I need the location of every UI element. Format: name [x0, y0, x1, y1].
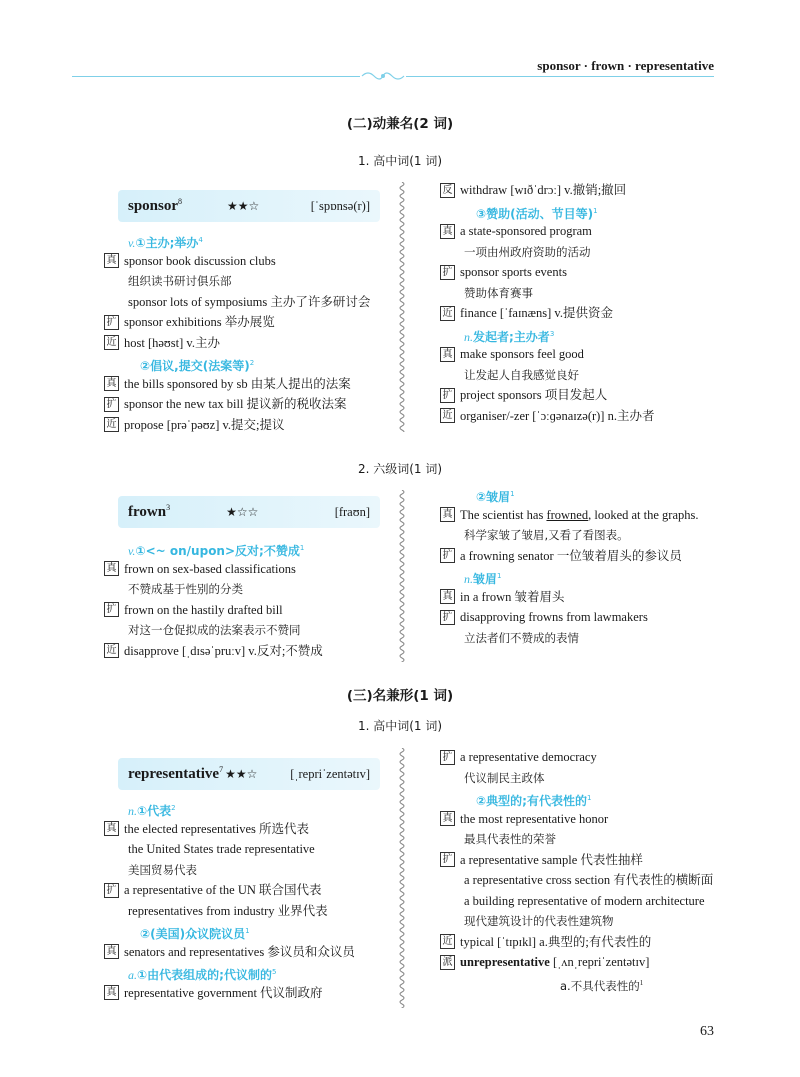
- translation-line: 赞助体育赛事: [464, 285, 533, 300]
- label-tag: 近: [104, 335, 119, 350]
- frequency-sup: 1: [299, 544, 305, 552]
- translation-line: 组织读书研讨俱乐部: [128, 274, 232, 288]
- label-tag: 近: [440, 306, 455, 321]
- frequency-sup: 5: [271, 968, 277, 976]
- example-text: the elected representatives 所选代表: [124, 821, 309, 836]
- frequency-sup: 4: [198, 236, 203, 244]
- label-tag: 扩: [440, 265, 455, 280]
- column-divider: [397, 490, 407, 662]
- sense-text: ②皱眉: [476, 490, 511, 504]
- label-tag: 真: [440, 224, 455, 239]
- label-tag: 扩: [440, 388, 455, 403]
- translation-line: 一项由州政府资助的活动: [464, 244, 591, 259]
- example-line: representatives from industry 业界代表: [128, 903, 328, 918]
- sense-heading: [440, 324, 730, 345]
- example-line: [104, 251, 394, 272]
- section-title: (三)名兼形(1 词): [346, 688, 454, 704]
- example-text: the most representative honor: [460, 811, 609, 826]
- entry-column-left: [104, 230, 394, 435]
- translation-line: 对这一仓促拟成的法案表示不赞同: [128, 623, 301, 637]
- example-text: typical [ˈtɪpɪkl] a.典型的;有代表性的: [460, 934, 652, 949]
- example-text: host [həʊst] v.主办: [124, 335, 220, 350]
- example-line: [440, 221, 730, 242]
- frequency-stars: ★★☆: [227, 199, 260, 213]
- label-tag: 扩: [104, 883, 119, 898]
- pronunciation: [ˈspɒnsə(r)]: [310, 198, 370, 213]
- sense-heading: [104, 962, 394, 983]
- section-subtitle: 2. 六级词(1 词): [357, 462, 443, 476]
- word-header-sponsor: [118, 190, 380, 222]
- label-tag: 扩: [104, 397, 119, 412]
- example-line: [440, 262, 730, 283]
- translation-line: 最具代表性的荣誉: [464, 832, 556, 846]
- example-line: [104, 415, 394, 436]
- example-text: a frowning senator 一位皱着眉头的参议员: [460, 548, 682, 563]
- label-tag: 真: [440, 811, 455, 826]
- example-line: [440, 952, 740, 973]
- translation-line: 代议制民主政体: [464, 770, 545, 785]
- example-line: [440, 587, 740, 608]
- frequency-sup: 2: [249, 359, 255, 367]
- label-tag: 反: [440, 183, 455, 198]
- translation-line: 现代建筑设计的代表性建筑物: [464, 914, 614, 928]
- example-text: make sponsors feel good: [460, 347, 584, 361]
- frequency-stars: ★★☆: [225, 767, 258, 781]
- sense-text: ②倡议,提交(法案等): [140, 359, 250, 373]
- example-line: [104, 559, 394, 580]
- example-line: [440, 546, 740, 567]
- derivative-text: a.不具代表性的: [560, 978, 640, 993]
- frequency-stars: ★☆☆: [226, 505, 259, 519]
- word-header-frown: [118, 496, 380, 528]
- frequency-sup: 2: [171, 804, 176, 812]
- sense-heading: [104, 230, 394, 251]
- example-text: propose [prəˈpəʊz] v.提交;提议: [124, 417, 285, 432]
- column-divider: [397, 748, 407, 1008]
- label-tag: 真: [104, 821, 119, 836]
- entry-column-left: [104, 538, 394, 661]
- example-line: a building representative of modern architecture: [464, 893, 705, 908]
- running-header: sponsor · frown · representative: [537, 58, 714, 73]
- sense-text: n.发起者;主办者: [464, 329, 550, 344]
- label-tag: 扩: [104, 315, 119, 330]
- example-text: a state-sponsored program: [460, 224, 592, 238]
- example-text: the bills sponsored by sb 由某人提出的法案: [124, 376, 351, 391]
- frequency-sup: 1: [245, 927, 250, 935]
- example-line: [104, 312, 394, 333]
- label-tag: 真: [104, 376, 119, 391]
- sense-text: n.①代表: [128, 804, 172, 818]
- example-line: the United States trade representative: [128, 842, 315, 856]
- sense-heading: [440, 566, 740, 587]
- label-tag: 扩: [104, 602, 119, 617]
- frequency-sup: 3: [549, 329, 555, 338]
- label-tag: 真: [104, 561, 119, 576]
- example-line: [440, 385, 730, 406]
- example-line: [440, 809, 740, 830]
- word-header-representative: [118, 758, 380, 790]
- section-subtitle: 1. 高中词(1 词): [357, 719, 443, 733]
- sense-text: a.①由代表组成的;代议制的: [128, 968, 272, 982]
- label-tag: 真: [104, 985, 119, 1000]
- frequency-sup: 1: [639, 978, 644, 987]
- label-tag: 真: [440, 347, 455, 362]
- sense-heading: [104, 538, 394, 559]
- label-tag: 扩: [440, 548, 455, 563]
- translation-line: 美国贸易代表: [128, 862, 197, 877]
- label-tag: 扩: [440, 750, 455, 765]
- translation-line: 科学家皱了皱眉,又看了看图表。: [464, 528, 629, 542]
- frequency-sup: 1: [593, 206, 598, 215]
- sense-heading: [440, 484, 740, 505]
- page-number: 63: [700, 1024, 714, 1039]
- example-line: [104, 983, 394, 1004]
- example-text: sponsor book discussion clubs: [124, 253, 276, 268]
- translation-line: 让发起人自我感觉良好: [464, 367, 579, 382]
- frequency-sup: 1: [510, 490, 515, 498]
- sense-text: v.①主办;举办: [128, 236, 199, 250]
- label-tag: 真: [440, 589, 455, 604]
- translation-line: 不赞成基于性别的分类: [128, 582, 243, 596]
- column-divider: [397, 182, 407, 432]
- example-line: [440, 850, 740, 871]
- example-text: sponsor sports events: [460, 265, 567, 279]
- pronunciation: [fraʊn]: [334, 504, 370, 519]
- example-text: finance [ˈfaɪnæns] v.提供资金: [460, 306, 613, 320]
- example-text: disapproving frowns from lawmakers: [460, 610, 648, 624]
- example-line: [440, 344, 730, 365]
- section-title: (二)动兼名(2 词): [346, 116, 454, 132]
- sense-heading: [440, 788, 740, 809]
- label-tag: 真: [440, 507, 455, 522]
- example-text: a representative sample 代表性抽样: [460, 852, 643, 867]
- sense-heading: [104, 353, 394, 374]
- example-line: [440, 607, 740, 628]
- example-text: organiser/-zer [ˈɔːɡənaɪzə(r)] n.主办者: [460, 408, 655, 423]
- entry-column-right: [440, 484, 740, 648]
- headword: representative$^7$: [128, 765, 224, 782]
- sense-heading: [104, 921, 394, 942]
- example-line: [104, 333, 394, 354]
- example-text: a representative of the UN 联合国代表: [124, 883, 322, 897]
- section-subtitle: 1. 高中词(1 词): [357, 154, 443, 168]
- ornament-icon: [360, 70, 406, 82]
- translation-line: 立法者们不赞成的表情: [464, 630, 579, 645]
- label-tag: 扩: [440, 610, 455, 625]
- example-line: [440, 303, 730, 324]
- example-line: [104, 600, 394, 621]
- example-line: [440, 406, 730, 427]
- example-text: sponsor exhibitions 举办展览: [124, 315, 275, 329]
- label-tag: 真: [104, 253, 119, 268]
- sense-text: ②(美国)众议院议员: [140, 927, 246, 941]
- example-line: [104, 641, 394, 662]
- example-line: [440, 180, 730, 201]
- sense-heading: [440, 201, 730, 222]
- example-line: [104, 819, 394, 840]
- sense-text: ②典型的;有代表性的: [476, 794, 587, 808]
- headword: frown$^3$: [128, 503, 171, 520]
- example-line: [440, 505, 740, 526]
- example-text: frown on the hastily drafted bill: [124, 602, 283, 617]
- entry-column-left: [104, 798, 394, 1003]
- pronunciation: [ˌrepriˈzentətɪv]: [290, 766, 370, 781]
- frequency-sup: 1: [497, 572, 502, 580]
- label-tag: 扩: [440, 852, 455, 867]
- example-text: representative government 代议制政府: [124, 985, 323, 1000]
- example-text: withdraw [wɪðˈdrɔː] v.撤销;撤回: [460, 183, 627, 197]
- example-text: disapprove [ˌdɪsəˈpruːv] v.反对;不赞成: [124, 643, 323, 658]
- label-tag: 近: [440, 934, 455, 949]
- example-line: [440, 747, 740, 768]
- example-text: frown on sex-based classifications: [124, 561, 296, 576]
- derivative-meaning: [440, 973, 740, 994]
- label-tag: 近: [440, 408, 455, 423]
- example-line: sponsor lots of symposiums 主办了许多研讨会: [128, 294, 371, 309]
- example-text: sponsor the new tax bill 提议新的税收法案: [124, 397, 347, 411]
- example-line: [440, 932, 740, 953]
- sense-text: ③赞助(活动、节目等): [476, 206, 594, 221]
- frequency-sup: 1: [586, 794, 592, 802]
- example-text: unrepresentative [ˌʌnˌrepriˈzentətɪv]: [460, 955, 650, 969]
- example-line: [104, 880, 394, 901]
- example-line: [104, 394, 394, 415]
- sense-text: v.①<~ on/upon>反对;不赞成: [128, 544, 300, 558]
- headword: sponsor$^8$: [128, 197, 183, 214]
- entry-column-right: [440, 180, 730, 426]
- example-text: The scientist has frowned, looked at the graphs.: [460, 507, 699, 522]
- entry-column-right: [440, 747, 740, 993]
- example-line: a representative cross section 有代表性的横断面: [464, 873, 714, 887]
- sense-heading: [104, 798, 394, 819]
- example-text: a representative democracy: [460, 750, 597, 764]
- label-tag: 真: [104, 944, 119, 959]
- example-line: [104, 374, 394, 395]
- label-tag: 近: [104, 643, 119, 658]
- example-line: [104, 942, 394, 963]
- example-text: project sponsors 项目发起人: [460, 388, 608, 402]
- label-tag: 近: [104, 417, 119, 432]
- example-text: in a frown 皱着眉头: [460, 589, 565, 604]
- label-tag: 派: [440, 955, 455, 970]
- example-text: senators and representatives 参议员和众议员: [124, 944, 355, 959]
- sense-text: n.皱眉: [464, 572, 498, 586]
